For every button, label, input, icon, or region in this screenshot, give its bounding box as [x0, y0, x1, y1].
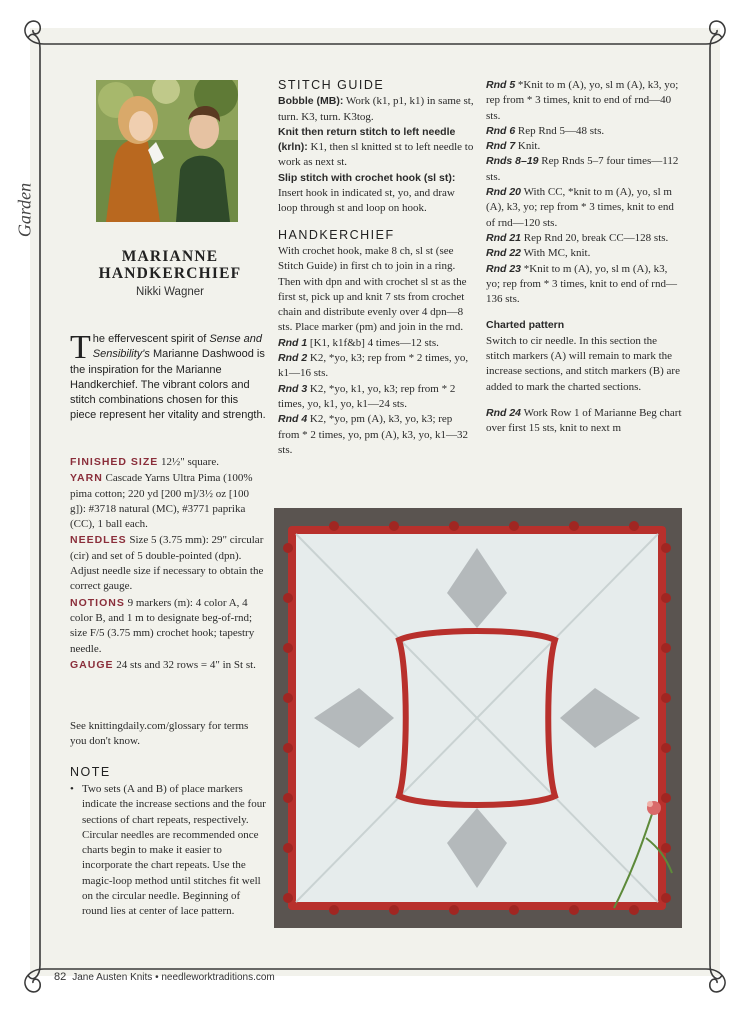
page-number: 82 — [54, 971, 67, 983]
designer-name: Nikki Wagner — [136, 286, 204, 298]
needles: NEEDLES Size 5 (3.75 mm): 29" circular (cir) and set of 5 double-pointed (dpn). Adjust needle size if necessary to obtain the correct gauge. — [70, 534, 264, 593]
round-instruction: Rnd 4 K2, *yo, pm (A), k3, yo, k3; rep from * 2 times, yo, pm (A), k3, yo, k1—32 sts. — [278, 413, 469, 456]
round-instruction: Rnd 7 Knit. — [486, 140, 541, 153]
finished-size: FINISHED SIZE 12½" square. — [70, 456, 219, 468]
stitch-sl-st: Slip stitch with crochet hook (sl st): Insert hook in indicated st, yo, and draw loop through st and loop on hook. — [278, 171, 456, 215]
round-instruction: Rnd 6 Rep Rnd 5—48 sts. — [486, 124, 605, 137]
note-heading: NOTE — [70, 765, 111, 779]
column-3 — [486, 78, 682, 437]
pattern-title-block — [70, 248, 270, 298]
pattern-title: MARIANNE HANDKERCHIEF — [98, 248, 242, 282]
section-tab-label: Garden — [14, 182, 35, 238]
round-instruction: Rnd 1 [K1, k1f&b] 4 times—12 sts. — [278, 336, 439, 349]
model-photo — [96, 80, 238, 222]
round-instruction: Rnds 8–19 Rep Rnds 5–7 four times—112 sts. — [486, 155, 679, 183]
round-instruction: Rnd 5 *Knit to m (A), yo, sl m (A), k3, yo; rep from * 3 times, knit to end of rnd—40 sts. — [486, 79, 679, 122]
handkerchief-heading: HANDKERCHIEF — [278, 227, 395, 242]
glossary-reference: See knittingdaily.com/glossary for terms you don't know. — [70, 720, 249, 748]
stitch-krln: Knit then return stitch to left needle (krln): K1, then sl knitted st to left needle to work as next st. — [278, 125, 474, 169]
charted-pattern-text: Switch to cir needle. In this section the stitch markers (A) will remain to mark the increase sections, and stitch markers (B) are added to mark the charted sections. — [486, 334, 680, 393]
intro-paragraph: The effervescent spirit of Sense and Sensibility's Marianne Dashwood is the inspiration for the Marianne Handkerchief. The vibrant colors and stitch combinations chosen for this piece represent her vitality and strength. — [70, 329, 266, 422]
section-tab — [10, 175, 40, 245]
round-instruction: Rnd 3 K2, *yo, k1, yo, k3; rep from * 2 times, yo, k1, yo, k1—24 sts. — [278, 382, 456, 410]
page-footer — [54, 971, 275, 983]
round-instruction: Rnd 2 K2, *yo, k3; rep from * 2 times, yo, k1—16 sts. — [278, 352, 469, 380]
round-instruction: Rnd 22 With MC, knit. — [486, 247, 591, 260]
handkerchief-photo — [274, 508, 682, 928]
round-instruction: Rnd 23 *Knit to m (A), yo, sl m (A), k3, yo; rep from * 3 times, knit to end of rnd—136 sts. — [486, 262, 677, 306]
yarn: YARN Cascade Yarns Ultra Pima (100% pima cotton; 220 yd [200 m]/3½ oz [100 g]): #3718 natural (MC), #3771 paprika (CC), 1 ball each. — [70, 472, 253, 531]
notions: NOTIONS 9 markers (m): 4 color A, 4 color B, and 1 m to designate beg-of-rnd; size F/5 (3.75 mm) crochet hook; tapestry needle. — [70, 596, 255, 655]
stitch-guide-heading: STITCH GUIDE — [278, 78, 385, 92]
note-text: • Two sets (A and B) of place markers indicate the increase sections and the four sections of chart repeats, respectively. Circular needles are recommended once charts begin to make it easier to incorporate the chart repeats. Use the magic-loop method until stitches fit well on the circular needle. Beginning of round lies at center of lace pattern. — [70, 783, 266, 918]
bullet: • — [70, 783, 74, 795]
gauge: GAUGE 24 sts and 32 rows = 4" in St st. — [70, 658, 256, 671]
footer-text: Jane Austen Knits • needleworktraditions.com — [72, 972, 275, 983]
round-instruction: Rnd 24 Work Row 1 of Marianne Beg chart over first 15 sts, knit to next m — [486, 406, 682, 435]
handkerchief-intro: With crochet hook, make 8 ch, sl st (see Stitch Guide) in first ch to join in a ring. Then with dpn and with crochet sl st as the first st, pick up and knit 7 sts from crochet chain and distribute evenly over 4 dpn—8 sts. Place marker (pm) and join in the rnd. — [278, 244, 467, 334]
drop-cap: T — [70, 329, 91, 366]
specs-block — [70, 455, 267, 674]
round-instruction: Rnd 20 With CC, *knit to m (A), yo, sl m (A), k3, yo; rep from * 3 times, knit to end of rnd—120 sts. — [486, 186, 674, 229]
charted-pattern-heading: Charted pattern — [486, 319, 565, 332]
stitch-bobble: Bobble (MB): Work (k1, p1, k1) in same st, turn. K3, turn. K3tog. — [278, 95, 474, 123]
round-instruction: Rnd 21 Rep Rnd 20, break CC—128 sts. — [486, 231, 669, 244]
column-2 — [278, 78, 474, 458]
